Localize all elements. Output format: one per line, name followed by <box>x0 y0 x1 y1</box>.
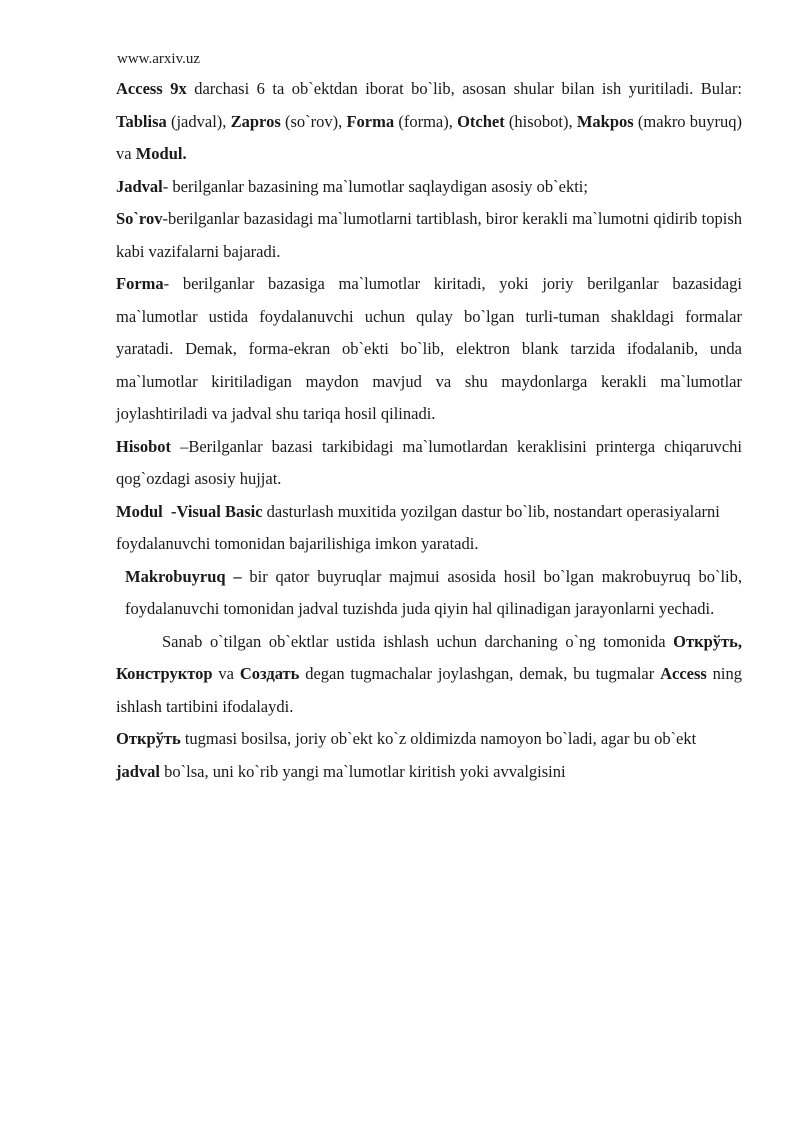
text-run: bo`lsa, uni ko`rib yangi ma`lumotlar kiritish yoki avvalgisini <box>160 761 566 781</box>
text-run: - berilganlar bazasiga ma`lumotlar kiritadi, yoki joriy berilganlar bazasidagi ma`lumotlar ustida foydalanuvchi uchun qulay bo`lgan turli-tuman shakldagi formalar yaratadi. Demak, forma-ekran ob`ekti bo`lib, elektron blank tarzida ifodalanib, unda ma`lumotlar kiritiladigan maydon mavjud va shu maydonlarga kerakli ma`lumotlar joylashtiriladi va jadval shu tariqa hosil qilinadi. <box>116 274 742 423</box>
term-forma-def: Forma <box>116 274 164 293</box>
term-button-open: Открўть <box>116 729 181 748</box>
term-zapros: Zapros <box>230 111 281 131</box>
term-visual-basic: -Visual Basic <box>171 501 263 521</box>
term-modul-def: Modul <box>116 501 163 521</box>
term-otchet: Otchet <box>457 111 505 131</box>
term-makrobuyruq: Makrobuyruq – <box>125 566 242 586</box>
text-run: (hisobot), <box>504 111 577 131</box>
term-hisobot: Hisobot <box>116 436 172 456</box>
page-header-url: www.arxiv.uz <box>117 51 201 67</box>
paragraph-forma <box>116 268 742 431</box>
term-access: Access <box>660 664 707 683</box>
term-jadval-inline: jadval <box>116 761 161 781</box>
term-jadval: Jadval <box>116 176 163 196</box>
text-run: - berilganlar bazasining ma`lumotlar saqlaydigan asosiy ob`ekti; <box>162 176 588 196</box>
text-run: (makro buyruq) va <box>116 111 743 163</box>
paragraph-hisobot <box>116 431 742 496</box>
paragraph-modul <box>116 496 742 561</box>
term-buttons-open-design: Открўть, Конструктор <box>116 631 742 683</box>
text-run: (forma), <box>394 111 458 131</box>
term-modul: Modul. <box>135 144 187 163</box>
term-access9x: Access 9x <box>116 79 187 98</box>
text-run: bir qator buyruqlar majmui asosida hosil bo`lgan makrobuyruq bo`lib, foydalanuvchi tomonidan jadval tuzishda juda qiyin hal qilinadigan jarayonlarni yechadi. <box>125 566 742 618</box>
term-sorov: So`rov <box>116 209 163 228</box>
paragraph-open-button <box>116 723 742 788</box>
text-run: degan tugmachalar joylashgan, demak, bu tugmalar <box>299 664 661 683</box>
term-forma: Forma <box>346 111 395 131</box>
text-run: Sanab o`tilgan ob`ektlar ustida ishlash uchun darchaning o`ng tomonida <box>162 631 674 651</box>
text-run: (so`rov), <box>280 111 347 131</box>
text-run: –Berilganlar bazasi tarkibidagi ma`lumotlardan keraklisini printerga chiqaruvchi qog`ozdagi asosiy hujjat. <box>116 436 742 488</box>
term-button-create: Создать <box>239 664 300 683</box>
paragraph-jadval <box>116 171 742 204</box>
term-makpos: Makpos <box>576 111 634 131</box>
text-run: tugmasi bosilsa, joriy ob`ekt ko`z oldimizda namoyon bo`ladi, agar bu ob`ekt <box>180 729 697 748</box>
paragraph-sorov <box>116 203 742 268</box>
text-run: ning ishlash tartibini ifodalaydi. <box>116 664 742 716</box>
paragraph-access-objects <box>116 73 742 171</box>
document-body <box>116 73 742 788</box>
text-run: dasturlash muxitida yozilgan dastur bo`lib, nostandart operasiyalarni foydalanuvchi tomonidan bajarilishiga imkon yaratadi. <box>116 501 720 553</box>
text-run <box>163 502 171 521</box>
text-run: (jadval), <box>166 111 231 131</box>
term-tablisa: Tablisa <box>116 111 167 131</box>
text-run: va <box>212 664 240 683</box>
text-run: -berilganlar bazasidagi ma`lumotlarni tartiblash, biror kerakli ma`lumotni qidirib topish kabi vazifalarni bajaradi. <box>116 209 742 261</box>
text-run: darchasi 6 ta ob`ektdan iborat bo`lib, asosan shular bilan ish yuritiladi. Bular: <box>186 79 743 98</box>
paragraph-buttons <box>116 626 742 724</box>
paragraph-makrobuyruq <box>116 561 742 626</box>
